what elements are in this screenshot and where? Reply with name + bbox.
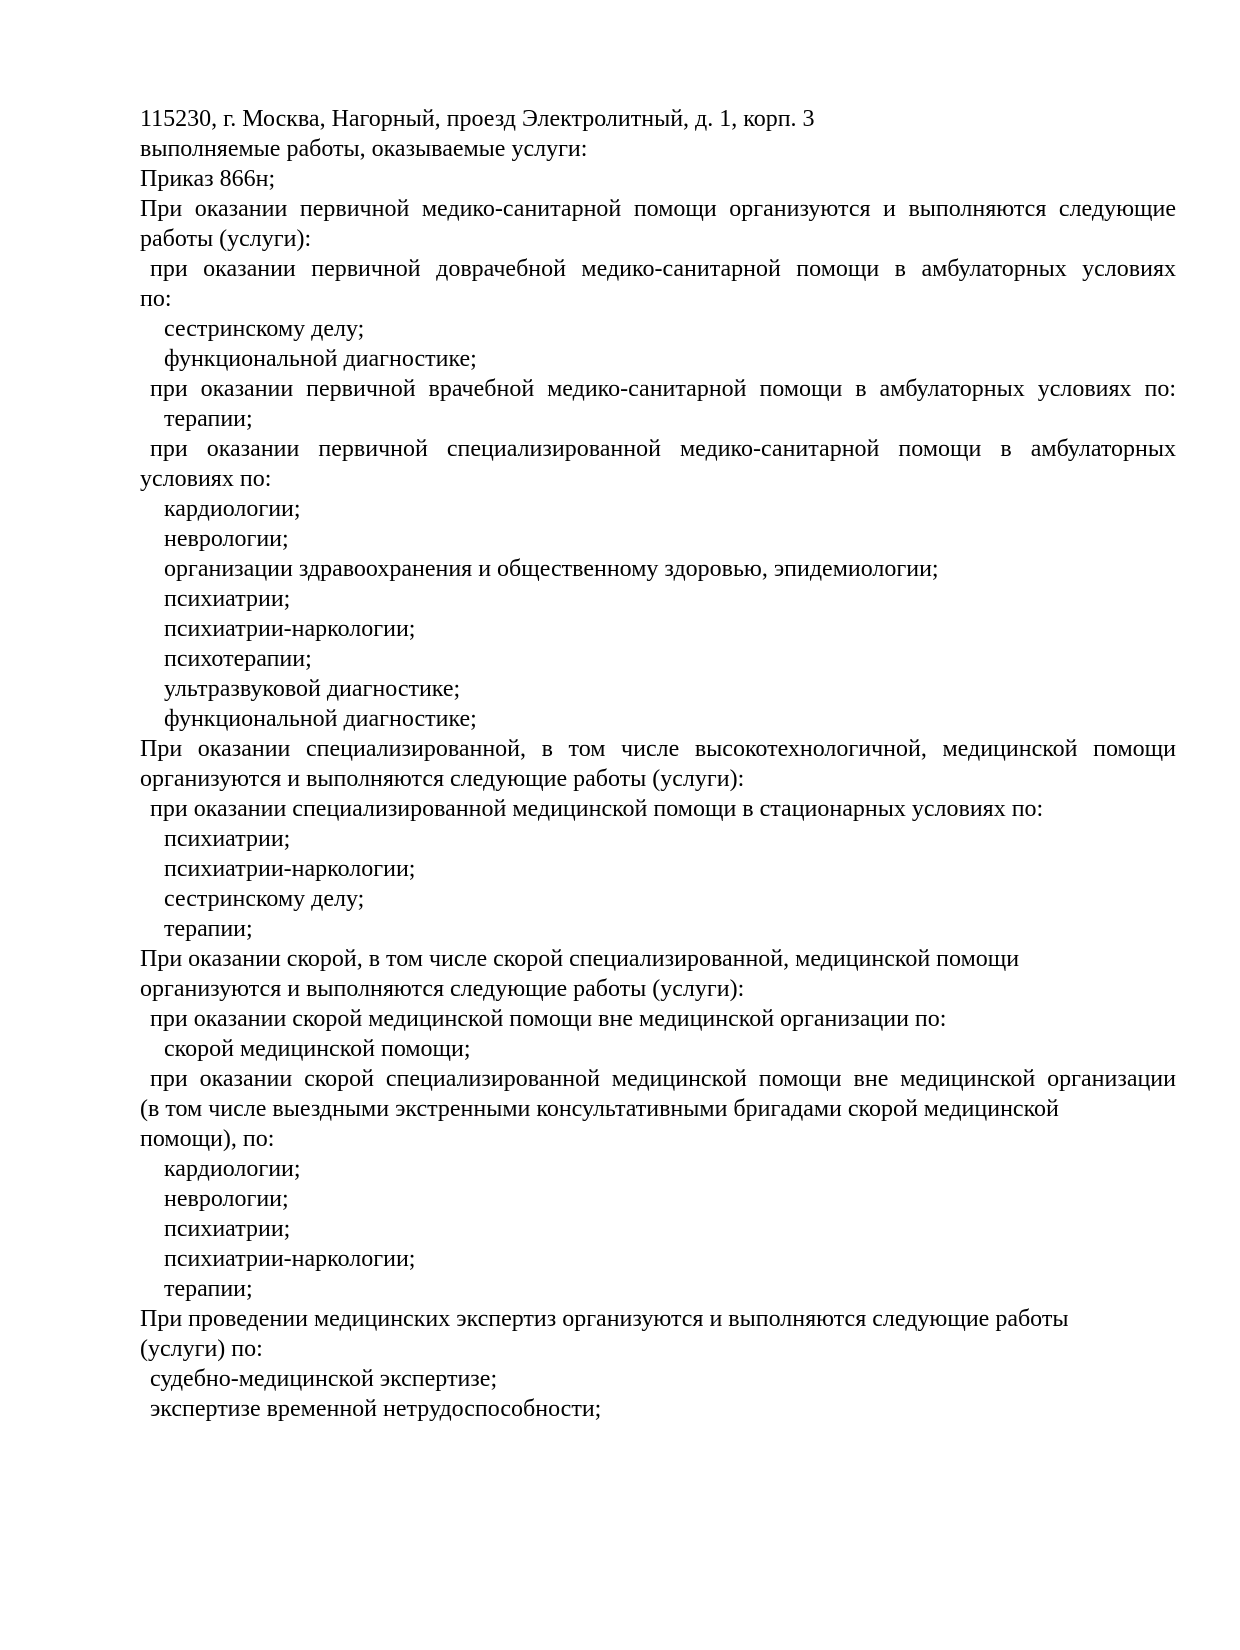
text-line: при оказании первичной доврачебной медико-санитарной помощи в амбулаторных условиях bbox=[150, 256, 1176, 282]
text-line: при оказании скорой специализированной медицинской помощи вне медицинской организации bbox=[150, 1066, 1176, 1092]
text-line: психиатрии-наркологии; bbox=[164, 616, 416, 642]
text-line: скорой медицинской помощи; bbox=[164, 1036, 471, 1062]
text-line: выполняемые работы, оказываемые услуги: bbox=[140, 136, 588, 162]
text-line: по: bbox=[140, 286, 172, 312]
text-line: условиях по: bbox=[140, 466, 272, 492]
text-line: судебно-медицинской экспертизе; bbox=[150, 1366, 498, 1392]
text-line: психотерапии; bbox=[164, 646, 312, 672]
text-line: неврологии; bbox=[164, 526, 289, 552]
text-line: сестринскому делу; bbox=[164, 886, 365, 912]
text-line: терапии; bbox=[164, 406, 253, 432]
text-line: психиатрии; bbox=[164, 1216, 291, 1242]
text-line: психиатрии-наркологии; bbox=[164, 856, 416, 882]
text-line: (услуги) по: bbox=[140, 1336, 263, 1362]
text-line: помощи), по: bbox=[140, 1126, 275, 1152]
text-line: При проведении медицинских экспертиз организуются и выполняются следующие работы bbox=[140, 1306, 1069, 1332]
text-line: При оказании первичной медико-санитарной помощи организуются и выполняются следующие bbox=[140, 196, 1176, 222]
license-works-text bbox=[140, 104, 1176, 1424]
text-line: психиатрии; bbox=[164, 586, 291, 612]
text-line: организуются и выполняются следующие работы (услуги): bbox=[140, 976, 745, 1002]
text-line: экспертизе временной нетрудоспособности; bbox=[150, 1396, 602, 1422]
text-line: функциональной диагностике; bbox=[164, 706, 477, 732]
text-line: при оказании скорой медицинской помощи вне медицинской организации по: bbox=[150, 1006, 947, 1032]
text-line: кардиологии; bbox=[164, 496, 301, 522]
text-line: 115230, г. Москва, Нагорный, проезд Электролитный, д. 1, корп. 3 bbox=[140, 106, 815, 132]
text-line: сестринскому делу; bbox=[164, 316, 365, 342]
text-line: при оказании первичной специализированной медико-санитарной помощи в амбулаторных bbox=[150, 436, 1176, 462]
text-line: психиатрии-наркологии; bbox=[164, 1246, 416, 1272]
text-line: ультразвуковой диагностике; bbox=[164, 676, 461, 702]
text-line: психиатрии; bbox=[164, 826, 291, 852]
text-line: При оказании скорой, в том числе скорой специализированной, медицинской помощи bbox=[140, 946, 1020, 972]
text-line: при оказании первичной врачебной медико-санитарной помощи в амбулаторных условиях по: bbox=[150, 376, 1176, 402]
text-line: работы (услуги): bbox=[140, 226, 312, 252]
text-line: функциональной диагностике; bbox=[164, 346, 477, 372]
text-line: неврологии; bbox=[164, 1186, 289, 1212]
text-line: организуются и выполняются следующие работы (услуги): bbox=[140, 766, 745, 792]
text-line: при оказании специализированной медицинской помощи в стационарных условиях по: bbox=[150, 796, 1044, 822]
text-line: (в том числе выездными экстренными консультативными бригадами скорой медицинской bbox=[140, 1096, 1059, 1122]
text-line: терапии; bbox=[164, 1276, 253, 1302]
text-line: терапии; bbox=[164, 916, 253, 942]
text-line: При оказании специализированной, в том числе высокотехнологичной, медицинской помощи bbox=[140, 736, 1176, 762]
text-line: организации здравоохранения и общественному здоровью, эпидемиологии; bbox=[164, 556, 939, 582]
text-line: кардиологии; bbox=[164, 1156, 301, 1182]
text-line: Приказ 866н; bbox=[140, 166, 276, 192]
